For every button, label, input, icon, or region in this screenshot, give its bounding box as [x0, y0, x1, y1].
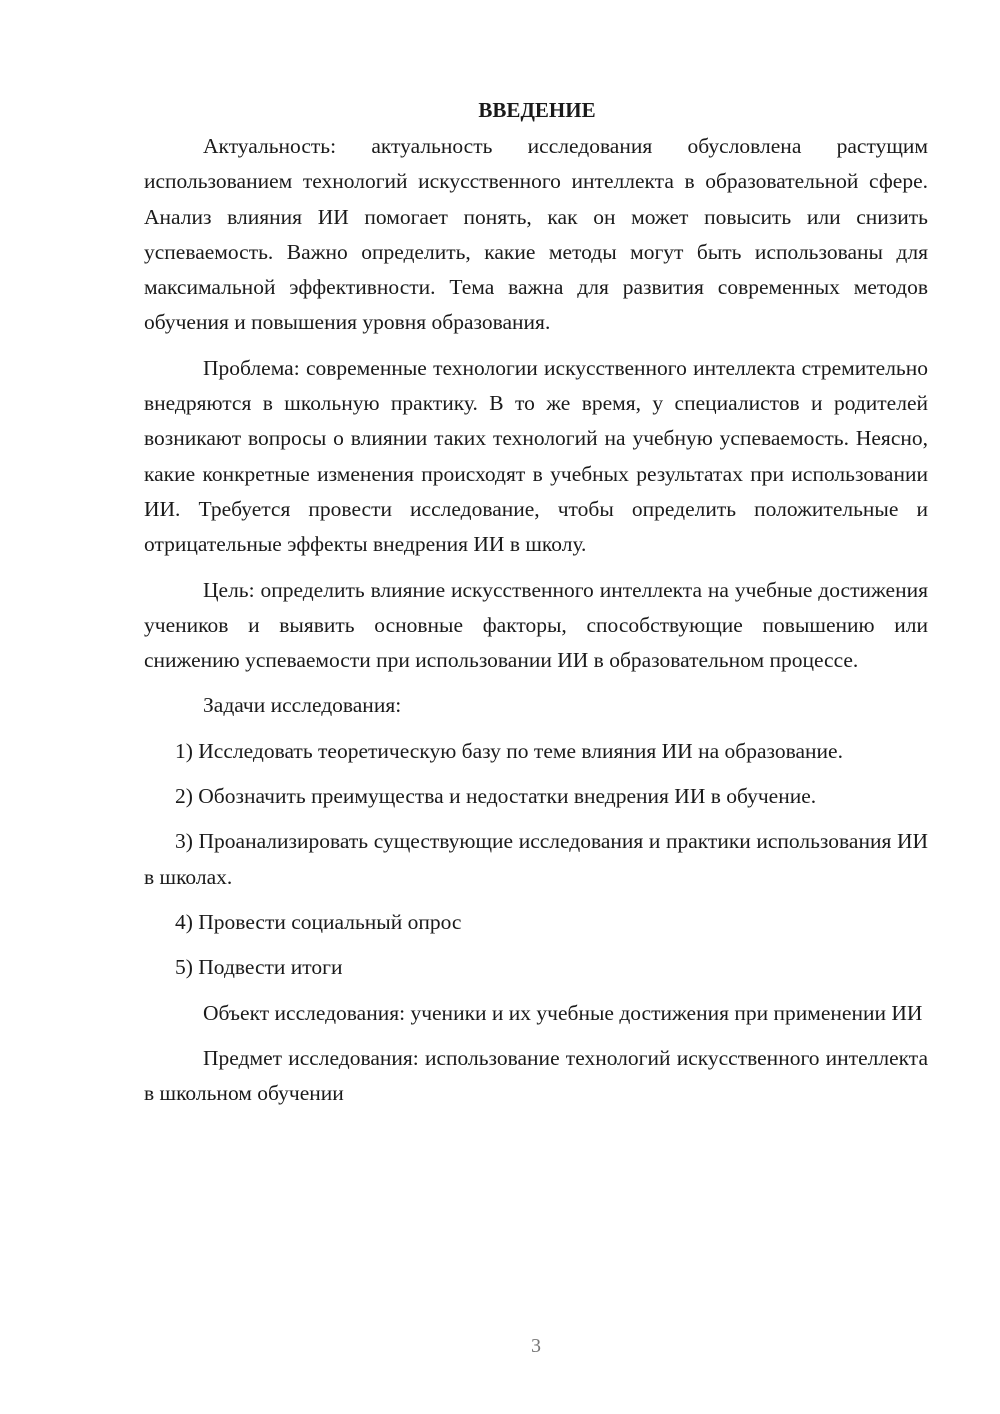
task-item: 5) Подвести итоги — [175, 955, 343, 980]
paragraph-goal: Цель: определить влияние искусственного интеллекта на учебные достижения учеников и выявить основные факторы, способствующие повышению или снижению успеваемости при использовании ИИ в образовательном процессе. — [144, 577, 928, 673]
paragraph-relevance: Актуальность: актуальность исследования обусловлена растущим использованием технологий искусственного интеллекта в образовательной сфере. Анализ влияния ИИ помогает понять, как он может повысить или снизить успеваемость. Важно определить, какие методы могут быть использованы для максимальной эффективности. Тема важна для развития современных методов обучения и повышения уровня образования. — [144, 134, 928, 335]
page-number: 3 — [531, 1335, 541, 1357]
tasks-heading: Задачи исследования: — [203, 693, 402, 718]
task-item: 3) Проанализировать существующие исследования и практики использования ИИ в школах. — [144, 829, 928, 889]
task-item: 2) Обозначить преимущества и недостатки внедрения ИИ в обучение. — [175, 784, 817, 809]
task-item: 4) Провести социальный опрос — [175, 909, 462, 934]
paragraph-object: Объект исследования: ученики и их учебные достижения при применении ИИ — [203, 1000, 923, 1025]
page-content — [144, 95, 928, 1121]
section-title: ВВЕДЕНИЕ — [478, 98, 596, 122]
paragraph-problem: Проблема: современные технологии искусственного интеллекта стремительно внедряются в школьную практику. В то же время, у специалистов и родителей возникают вопросы о влиянии таких технологий на учебную успеваемость. Неясно, какие конкретные изменения происходят в учебных результатах при использовании ИИ. Требуется провести исследование, чтобы определить положительные и отрицательные эффекты внедрения ИИ в школу. — [144, 355, 928, 557]
task-item: 1) Исследовать теоретическую базу по теме влияния ИИ на образование. — [175, 738, 843, 763]
paragraph-subject: Предмет исследования: использование технологий искусственного интеллекта в школьном обучении — [144, 1045, 928, 1106]
